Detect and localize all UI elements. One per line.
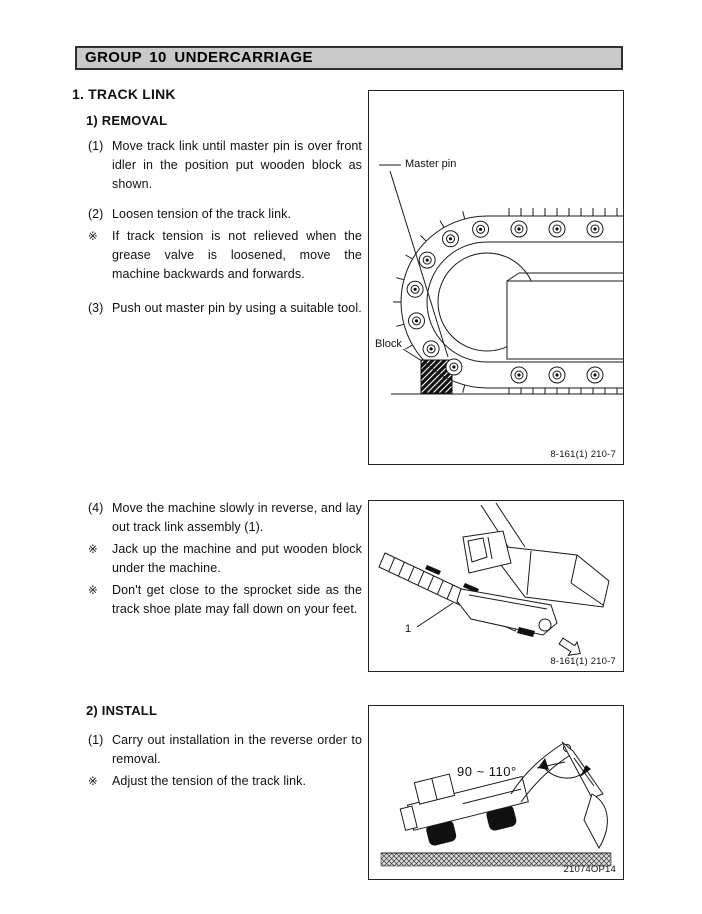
figure-track-layout [368, 500, 624, 672]
step-item [88, 205, 362, 224]
note-marker: ※ [88, 585, 98, 597]
figure2-caption: 8-161(1) 210-7 [550, 656, 616, 667]
step-marker: (1) [88, 139, 104, 153]
step-marker: (2) [88, 207, 104, 221]
figure3-caption: 21074OP14 [563, 864, 616, 875]
step-item [88, 540, 362, 578]
section-title: 1. TRACK LINK [72, 86, 176, 102]
removal-steps-a [88, 134, 362, 318]
step-text: Adjust the tension of the track link. [112, 774, 307, 788]
note-marker: ※ [88, 544, 98, 556]
step-text: Move track link until master pin is over front idler in the position put wooden block as shown. [112, 139, 362, 191]
boom-arm-angle-label: 90 ~ 110° [457, 764, 517, 779]
step-item [88, 227, 362, 284]
excavator-jackup-drawing [369, 706, 623, 879]
step-item [88, 499, 362, 537]
step-text: Move the machine slowly in reverse, and lay out track link assembly (1). [112, 501, 362, 534]
step-item [88, 137, 362, 194]
step-text: If track tension is not relieved when the grease valve is loosened, move the machine backwards and forwards. [112, 229, 362, 281]
removal-heading: 1) REMOVAL [86, 113, 168, 128]
step-text: Carry out installation in the reverse order to removal. [112, 733, 362, 766]
step-text: Jack up the machine and put wooden block under the machine. [112, 542, 362, 575]
excavator-reverse-drawing [369, 501, 623, 671]
step-item [88, 299, 362, 318]
step-item [88, 731, 362, 769]
figure-install-angle [368, 705, 624, 880]
master-pin-label: Master pin [405, 158, 457, 170]
part1-label: 1 [405, 623, 412, 635]
note-marker: ※ [88, 776, 98, 788]
removal-steps-b [88, 496, 362, 619]
step-item [88, 581, 362, 619]
install-heading: 2) INSTALL [86, 703, 158, 718]
step-text: Push out master pin by using a suitable tool. [112, 301, 362, 315]
track-idler-drawing [369, 91, 623, 464]
step-text: Don't get close to the sprocket side as the track shoe plate may fall down on your feet. [112, 583, 362, 616]
step-item [88, 772, 362, 792]
group-header: GROUP 10 UNDERCARRIAGE [75, 46, 623, 70]
step-text: Loosen tension of the track link. [112, 207, 292, 221]
figure1-caption: 8-161(1) 210-7 [550, 449, 616, 460]
step-marker: (3) [88, 301, 104, 315]
step-marker: (4) [88, 501, 104, 515]
block-label: Block [375, 338, 402, 350]
install-steps [88, 728, 362, 792]
note-marker: ※ [88, 231, 98, 243]
step-marker: (1) [88, 733, 104, 747]
figure-track-removal [368, 90, 624, 465]
